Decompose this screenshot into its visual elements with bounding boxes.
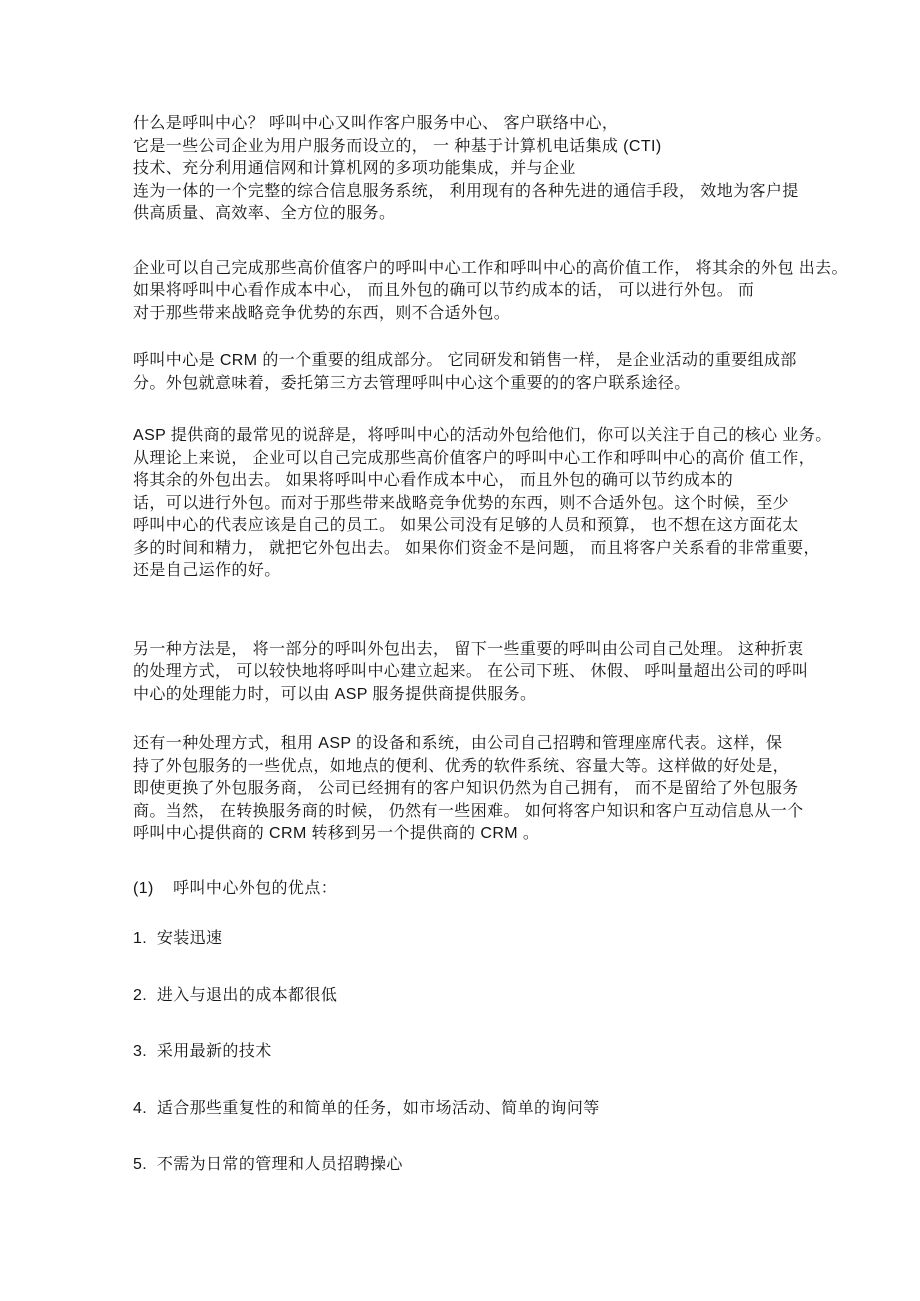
text-line: 技术、充分利用通信网和计算机网的多项功能集成，并与企业 [133,160,576,177]
paragraph-hybrid-approach [133,639,870,707]
paragraph-outsourcing-high-value [133,258,870,326]
paragraph-rent-asp-equipment [133,733,870,846]
text-line: 还是自己运作的好。 [133,562,281,579]
text-line: 话，可以进行外包。而对于那些带来战略竞争优势的东西，则不合适外包。这个时候，至少 [133,494,790,512]
text-line: 供高质量、高效率、全方位的服务。 [133,205,396,222]
text-line: ASP 提供商的最常见的说辞是，将呼叫中心的活动外包给他们，你可以关注于自己的核心 业务。 [133,427,832,444]
text-line: 持了外包服务的一些优点，如地点的便利、优秀的软件系统、容量大等。这样做的好处是， [133,757,790,775]
text-line: 什么是呼叫中心？ 呼叫中心又叫作客户服务中心、 客户联络中心， [133,115,619,132]
paragraph-crm-component [133,350,870,395]
text-line: 中心的处理能力时，可以由 ASP 服务提供商提供服务。 [133,685,537,703]
text-line: 连为一体的一个完整的综合信息服务系统， 利用现有的各种先进的通信手段， 效地为客户提 [133,182,799,200]
text-line: 从理论上来说， 企业可以自己完成那些高价值客户的呼叫中心工作和呼叫中心的高价 值工作， [133,449,816,467]
paragraph-asp-pitch [133,425,870,583]
text-line: 另一种方法是， 将一部分的呼叫外包出去， 留下一些重要的呼叫由公司自己处理。 这种折衷 [133,640,804,658]
text-line: 呼叫中心是 CRM 的一个重要的组成部分。 它同研发和销售一样， 是企业活动的重要组成部 [133,352,797,369]
text-line: 呼叫中心提供商的 CRM 转移到另一个提供商的 CRM 。 [133,825,540,842]
list-item-latest-tech: 3. 采用最新的技术 [133,1043,272,1060]
text-line: 即使更换了外包服务商， 公司已经拥有的客户知识仍然为自己拥有， 而不是留给了外包服务 [133,780,799,797]
text-line: 呼叫中心的代表应该是自己的员工。 如果公司没有足够的人员和预算， 也不想在这方面花太 [133,517,799,534]
text-line: 企业可以自己完成那些高价值客户的呼叫中心工作和呼叫中心的高价值工作， 将其余的外包 出去。 [133,259,848,277]
text-line: 对于那些带来战略竞争优势的东西，则不合适外包。 [133,304,511,322]
paragraph-what-is-call-center [133,113,870,226]
section-heading-advantages: (1) 呼叫中心外包的优点： [133,879,338,897]
text-line: 将其余的外包出去。 如果将呼叫中心看作成本中心， 而且外包的确可以节约成本的 [133,472,734,489]
text-line: 的处理方式， 可以较快地将呼叫中心建立起来。 在公司下班、 休假、 呼叫量超出公司的呼叫 [133,663,809,680]
text-line: 商。当然， 在转换服务商的时候， 仍然有一些困难。 如何将客户知识和客户互动信息从一个 [133,802,804,820]
list-item-repetitive-tasks: 4. 适合那些重复性的和简单的任务，如市场活动、简单的询问等 [133,1099,600,1117]
text-line: 分。外包就意味着，委托第三方去管理呼叫中心这个重要的的客户联系途径。 [133,374,691,392]
text-line: 多的时间和精力， 就把它外包出去。 如果你们资金不是问题， 而且将客户关系看的非常重要， [133,539,820,557]
list-item-no-daily-management: 5. 不需为日常的管理和人员招聘操心 [133,1156,403,1173]
text-line: 如果将呼叫中心看作成本中心， 而且外包的确可以节约成本的话， 可以进行外包。 而 [133,282,755,299]
text-line: 它是一些公司企业为用户服务而设立的， 一 种基于计算机电话集成 (CTI) [133,137,662,155]
text-line: 还有一种处理方式，租用 ASP 的设备和系统，由公司自己招聘和管理座席代表。这样，保 [133,735,783,752]
list-item-quick-install: 1. 安装迅速 [133,930,223,947]
list-item-low-cost: 2. 进入与退出的成本都很低 [133,986,338,1004]
